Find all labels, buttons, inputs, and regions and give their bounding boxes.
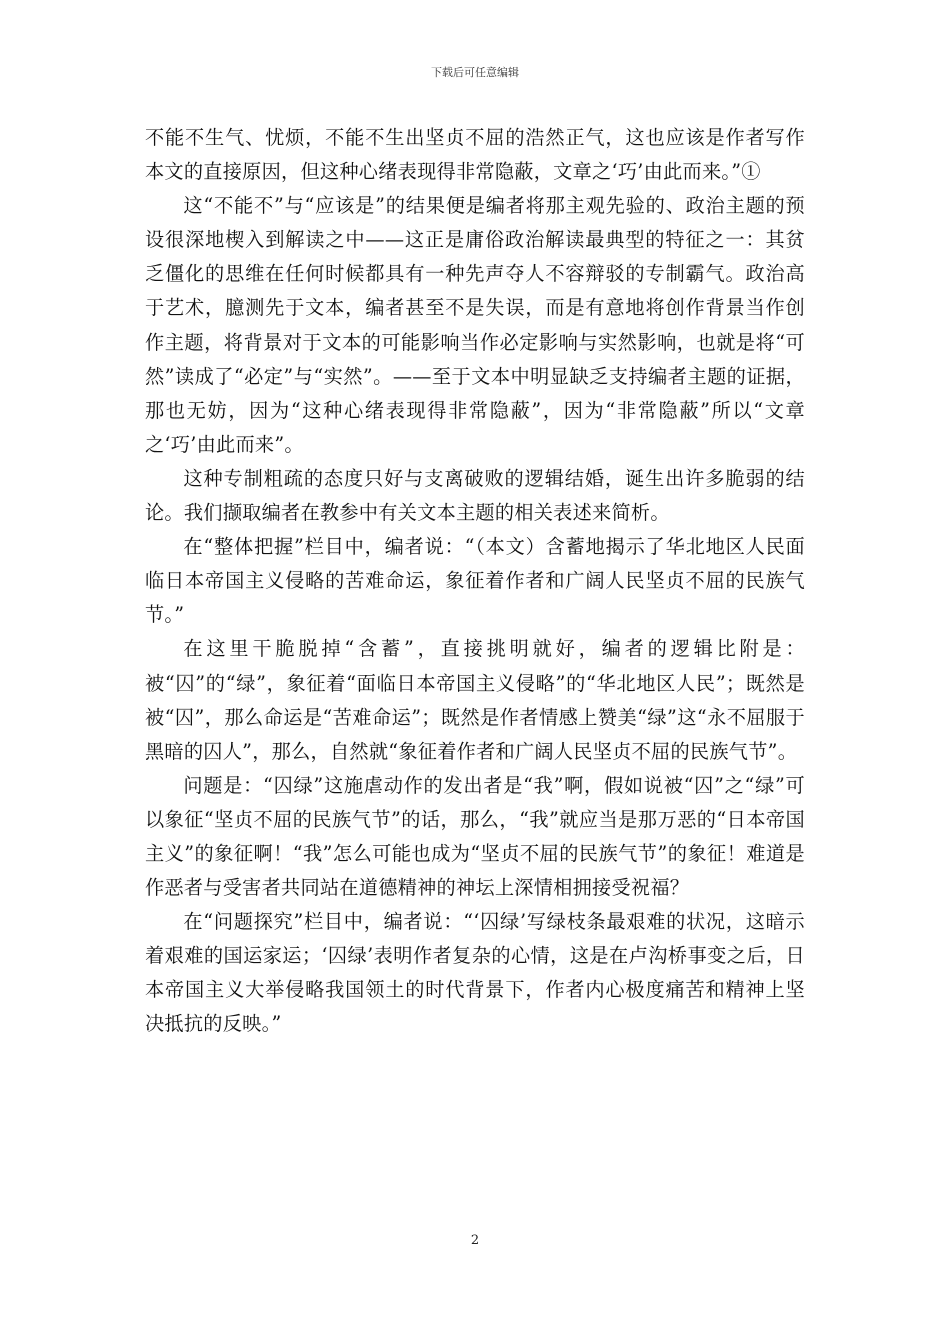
page-header: 下载后可任意编辑 [431,66,519,79]
paragraph-5: 在这里干脆脱掉“含蓄”，直接挑明就好，编者的逻辑比附是：被“囚”的“绿”，象征着“面临日本帝国主义侵略”的“华北地区人民”；既然是被“囚”，那么命运是“苦难命运”；既然是作者情感上赞美“绿”这“永不屈服于黑暗的囚人”，那么，自然就“象征着作者和广阔人民坚贞不屈的民族气节”。 [145,637,805,763]
paragraph-3: 这种专制粗疏的态度只好与支离破败的逻辑结婚，诞生出许多脆弱的结论。我们撷取编者在教参中有关文本主题的相关表述来简析。 [145,466,805,525]
paragraph-1: 不能不生气、忧烦，不能不生出坚贞不屈的浩然正气，这也应该是作者写作本文的直接原因，但这种心绪表现得非常隐蔽，文章之‘巧’由此而来。”① [145,126,805,184]
paragraph-4: 在“整体把握”栏目中，编者说：“（本文）含蓄地揭示了华北地区人民面临日本帝国主义侵略的苦难命运，象征着作者和广阔人民坚贞不屈的民族气节。” [145,535,805,627]
page-number: 2 [470,1233,480,1248]
paragraph-6: 问题是：“囚绿”这施虐动作的发出者是“我”啊，假如说被“囚”之“绿”可以象征“坚贞不屈的民族气节”的话，那么，“我”就应当是那万恶的“日本帝国主义”的象征啊！“我”怎么可能也成为“坚贞不屈的民族气节”的象征！难道是作恶者与受害者共同站在道德精神的神坛上深情相拥接受祝福？ [145,773,805,900]
paragraph-2: 这“不能不”与“应该是”的结果便是编者将那主观先验的、政治主题的预设很深地楔入到解读之中——这正是庸俗政治解读最典型的特征之一：其贫乏僵化的思维在任何时候都具有一种先声夺人不容辩驳的专制霸气。政治高于艺术，臆测先于文本，编者甚至不是失误，而是有意地将创作背景当作创作主题，将背景对于文本的可能影响当作必定影响与实然影响，也就是将“可然”读成了“必定”与“实然”。——至于文本中明显缺乏支持编者主题的证据，那也无妨，因为“这种心绪表现得非常隐蔽”，因为“非常隐蔽”所以“文章之‘巧’由此而来”。 [145,194,805,456]
document-body [145,121,805,1042]
paragraph-7: 在“问题探究”栏目中，编者说：“‘囚绿’写绿枝条最艰难的状况，这暗示着艰难的国运家运；‘囚绿’表明作者复杂的心情，这是在卢沟桥事变之后，日本帝国主义大举侵略我国领土的时代背景下，作者内心极度痛苦和精神上坚决抵抗的反映。” [145,910,805,1036]
